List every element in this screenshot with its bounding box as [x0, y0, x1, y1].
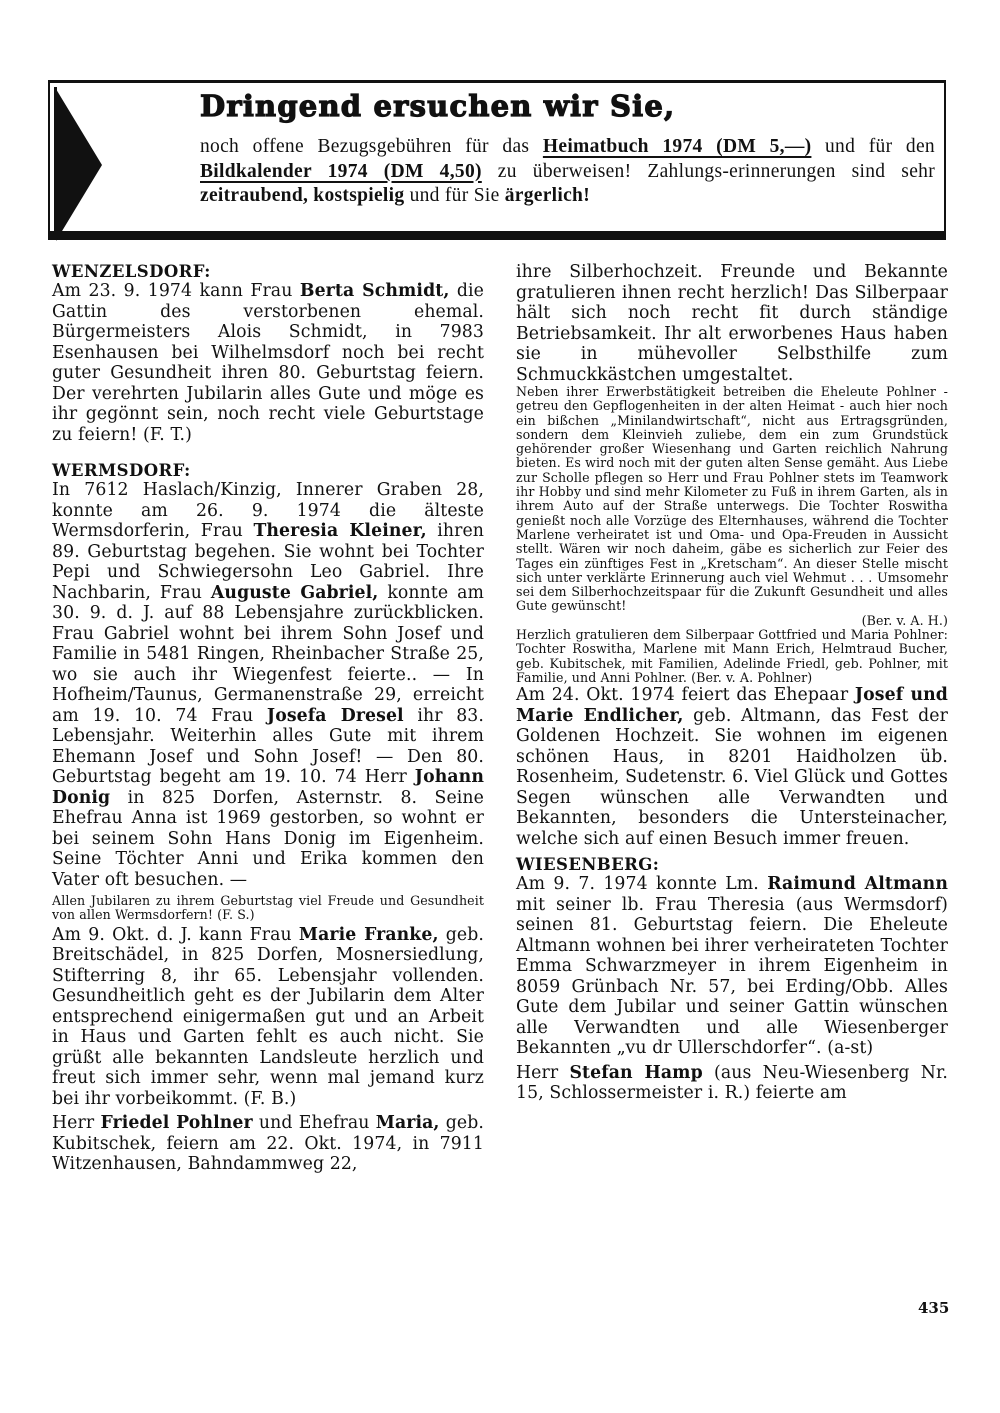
person-name: Theresia Kleiner,	[253, 521, 427, 541]
text: mit seiner lb. Frau Theresia (aus Wermsdorf) seinen 81. Geburtstag feiern. Die Eheleute Altmann wohnen bei ihrer verheirateten Tochter Emma Schwarzmeyer in ihrem Eigenheim in 8059 Grünbach Nr. 57, bei Erding/Obb. Alles Gute dem Jubilar und seiner Gattin wünschen alle Verwandten und alle Wiesenberger Bekannten „vu dr Ullerschdorfer“. (a-st)	[516, 894, 948, 1059]
article-paragraph	[52, 480, 484, 890]
payment-reminder-box	[48, 80, 946, 240]
notice-text: noch offene Bezugsgebühren für das	[200, 136, 543, 157]
article-paragraph	[52, 281, 484, 445]
person-name: Johann Donig	[52, 767, 484, 808]
text: In 7612 Haslach/Kinzig, Innerer Graben 28, konnte am 26. 9. 1974 die älteste Wermsdorferin, Frau	[52, 480, 484, 541]
page-number: 435	[918, 1299, 950, 1317]
small-print-note: Neben ihrer Erwerbstätigkeit betreiben die Eheleute Pohlner - getreu den Gepflogenheiten in der alten Heimat - auch hier noch ein bißchen „Minilandwirtschaft“, nicht aus Ertragsgründen, sondern dem Kleinvieh zuliebe, dem ein zum Grundstück gehörender großer Wiesenhang und Garten reichlich Nahrung bieten. Es wird noch mit der guten alten Sense gemäht. Aus Liebe zur Scholle pflegen so Herr und Frau Pohlner stets im Teamwork ihr Hobby und sind mehr Kilometer zu Fuß in ihrem Garten, als in ihrem Auto auf der Straße unterwegs. Die Tochter Roswitha genießt noch alle Vorzüge des Elternhauses, während die Tochter Marlene verheiratet ist und Oma- und Opa-Freuden in Aussicht stellt. Wären wir noch daheim, gäbe es sicherlich zur Feier des Tages ein zünftiges Fest in „Kretscham“. An dieser Stelle mischt sich unter verklärte Erinnerung auch viel Wehmut . . . Umsomehr sei dem Silberhochzeitspaar für die Zukunft Gesundheit und alles Gute gewünscht!	[516, 384, 948, 614]
heimatbuch-price: Heimatbuch 1974 (DM 5,—)	[542, 136, 812, 157]
article-paragraph	[516, 1063, 948, 1104]
person-name: Friedel Pohlner	[100, 1113, 253, 1134]
text: ihren 89. Geburtstag begehen. Sie wohnt bei Tochter Pepi und Schwiegersohn Leo Gabriel. Ihre Nachbarin, Frau	[52, 521, 485, 603]
text: in 825 Dorfen, Asternstr. 8. Seine Ehefrau Anna ist 1969 gestorben, so wohnt er bei seinem Sohn Hans Donig im Eigenheim. Seine Töchter Anni und Erika kommen den Vater oft besuchen. —	[52, 787, 484, 890]
person-name: Josefa Dresel	[266, 705, 404, 726]
article-paragraph	[516, 685, 948, 849]
small-print-note: Allen Jubilaren zu ihrem Geburtstag viel Freude und Gesundheit von allen Wermsdorfern! (F. S.)	[52, 893, 484, 923]
article-paragraph	[52, 1113, 484, 1175]
text: und Ehefrau	[252, 1113, 376, 1134]
small-print-note: Herzlich gratulieren dem Silberpaar Gottfried und Maria Pohlner: Tochter Roswitha, Marlene mit Mann Erich, Helmtraud Bucher, geb. Kubitschek, mit Familien, Adelinde Friedl, geb. Pohlner, mit Familie, und Anni Pohlner. (Ber. v. A. Pohlner)	[516, 627, 948, 685]
text: konnte am 30. 9. d. J. auf 88 Lebensjahre zurückblicken. Frau Gabriel wohnt bei ihrem Sohn Josef und Familie in 5481 Ringen, Rheinbacher Straße 25, wo sie auch ihr Wiegenfest feierte.. — In Hofheim/Taunus, Germanenstraße 29, erreicht am 19. 10. 74 Frau	[52, 582, 485, 726]
person-name: Berta Schmidt,	[299, 281, 450, 301]
notice-emphasis: ärgerlich!	[504, 185, 590, 206]
article-paragraph: ihre Silberhochzeit. Freunde und Bekannte gratulieren ihnen recht herzlich! Das Silberpaar hält sich noch recht fit durch ständige Betriebsamkeit. Ihr alt erworbenes Haus haben sie in mühevoller Selbsthilfe zum Schmuckkästchen umgestaltet.	[516, 262, 948, 385]
notice-emphasis: zeitraubend, kostspielig	[200, 185, 405, 206]
article-paragraph	[516, 874, 948, 1059]
person-name: Josef und Marie Endlicher,	[516, 685, 948, 726]
text: Herr	[516, 1062, 570, 1083]
text: geb. Altmann, das Fest der Goldenen Hochzeit. Sie wohnen im eigenen schönen Haus, in 8201 Haidholzen üb. Rosenheim, Sudetenstr. 6. Viel Glück und Gottes Segen wünschen alle Verwandten und Bekannten, besonders die Untersteinacher, welche sich auf einen Besuch immer freuen.	[516, 705, 948, 849]
notice-body	[200, 135, 935, 209]
text: Am 9. Okt. d. J. kann Frau	[52, 924, 299, 945]
left-column	[52, 262, 484, 1175]
notice-text: und für den	[825, 136, 935, 157]
bildkalender-price: Bildkalender 1974 (DM 4,50)	[200, 160, 482, 182]
person-name: Maria,	[375, 1113, 440, 1134]
section-heading-wenzelsdorf: WENZELSDORF:	[52, 262, 211, 281]
right-column	[516, 262, 948, 1104]
notice-title: Dringend ersuchen wir Sie,	[200, 89, 676, 123]
text: Am 23. 9. 1974 kann Frau	[52, 281, 300, 301]
text: Am 9. 7. 1974 konnte Lm.	[516, 874, 768, 895]
article-paragraph	[52, 925, 484, 1110]
notice-text: zu überweisen! Zahlungs-erinnerungen sind sehr	[481, 160, 935, 182]
person-name: Raimund Altmann	[767, 874, 948, 895]
text: Am 24. Okt. 1974 feiert das Ehepaar	[516, 685, 855, 706]
text: geb. Breitschädel, in 825 Dorfen, Mosnersiedlung, Stifterring 8, ihr 65. Lebensjahr vollenden. Gesundheitlich geht es der Jubilarin dem Alter entsprechend einigermaßen gut und an Arbeit in Haus und Garten fehlt es auch nicht. Sie grüßt alle bekannten Landsleute herzlich und freut sich immer sehr, wenn mal jemand kurz bei ihr vorbeikommt. (F. B.)	[52, 924, 485, 1109]
text: die Gattin des verstorbenen ehemal. Bürgermeisters Alois Schmidt, in 7983 Esenhausen bei Wilhelmsdorf noch bei recht guter Gesundheit ihren 80. Geburtstag feiern. Der verehrten Jubilarin alles Gute und möge es ihr gegönnt sein, noch recht viele Geburtstage zu feiern! (F. T.)	[52, 281, 485, 445]
text: (aus Neu-Wiesenberg Nr. 15, Schlossermeister i. R.) feierte am	[516, 1062, 948, 1104]
text: geb. Kubitschek, feiern am 22. Okt. 1974, in 7911 Witzenhausen, Bahndammweg 22,	[52, 1113, 485, 1175]
author-signature: (Ber. v. A. H.)	[861, 612, 948, 628]
section-heading-wermsdorf: WERMSDORF:	[52, 461, 191, 480]
section-heading-wiesenberg: WIESENBERG:	[516, 855, 660, 875]
text: Herr	[52, 1113, 101, 1134]
person-name: Auguste Gabriel,	[210, 582, 379, 603]
person-name: Stefan Hamp	[569, 1062, 703, 1083]
person-name: Marie Franke,	[298, 924, 439, 945]
notice-text: und für Sie	[404, 185, 505, 206]
text: ihr 83. Lebensjahr. Weiterhin alles Gute mit ihrem Ehemann Josef und Sohn Josef! — Den 80. Geburtstag begeht am 19. 10. 74 Herr	[52, 705, 484, 787]
arrow-right-icon	[56, 89, 102, 241]
